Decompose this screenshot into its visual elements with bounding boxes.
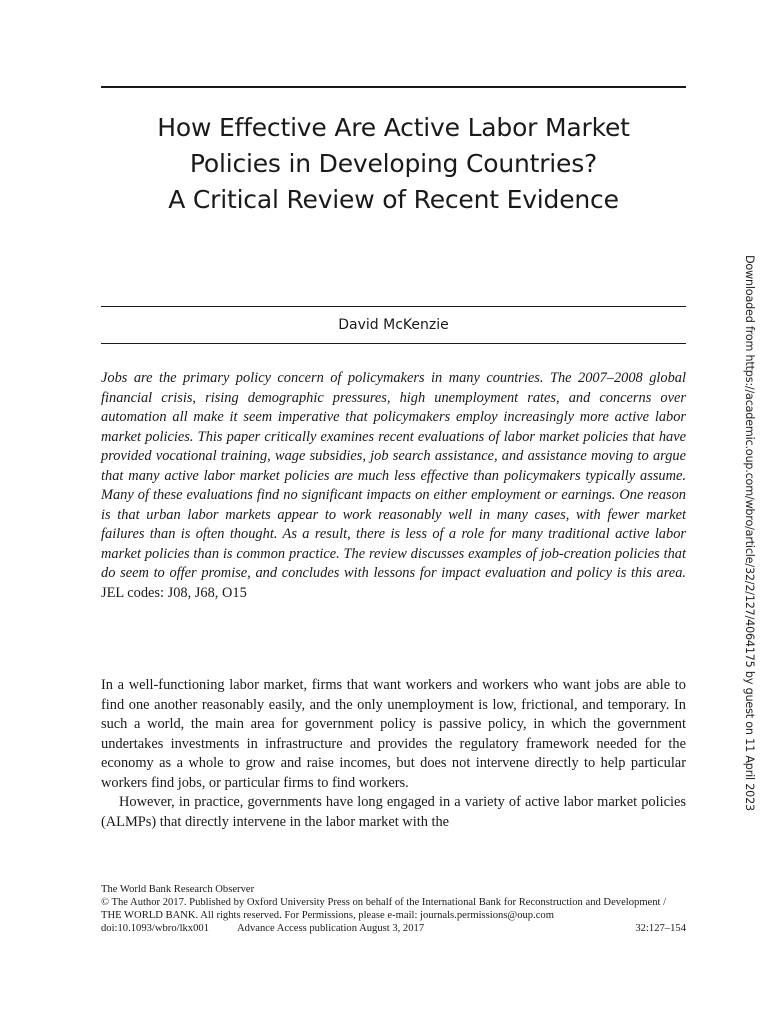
page-range: 32:127–154	[635, 923, 686, 934]
author-rule	[101, 343, 686, 344]
abstract-text: Jobs are the primary policy concern of policymakers in many countries. The 2007–2008 global financial crisis, rising demographic pressures, high unemployment rates, and concerns over automation all make it seem imperative that policymakers employ increasingly more active labor market policies. This paper critically examines recent evaluations of labor market policies that have provided vocational training, wage subsidies, job search assistance, and assistance moving to argue that many active labor market policies are much less effective than policymakers typically assume. Many of these evaluations find no significant impacts on either employment or earnings. One reason is that urban labor markets appear to work reasonably well in many cases, with fewer market failures than is often thought. As a result, there is less of a role for many traditional active labor market policies than is common practice. The review discusses examples of job-creation policies that do seem to offer promise, and concludes with lessons for impact evaluation and policy is this area.	[101, 370, 686, 581]
page-footer	[101, 883, 686, 935]
title-line: How Effective Are Active Labor Market	[157, 113, 630, 142]
top-rule	[101, 86, 686, 88]
body-text	[101, 676, 686, 832]
publication-info	[101, 922, 686, 935]
title-line: Policies in Developing Countries?	[189, 149, 598, 178]
jel-codes: JEL codes: J08, J68, O15	[101, 584, 247, 601]
copyright-notice: © The Author 2017. Published by Oxford University Press on behalf of the International Bank for Reconstruction and Development / THE WORLD BANK. All rights reserved. For Permissions, please e-mail: journals.permissions@oup.com	[101, 897, 667, 921]
article-title	[101, 110, 686, 218]
title-rule	[101, 306, 686, 307]
author-name: David McKenzie	[338, 317, 449, 333]
title-line: A Critical Review of Recent Evidence	[168, 185, 619, 214]
doi: doi:10.1093/wbro/lkx001	[101, 923, 209, 934]
download-sidebar	[743, 255, 759, 811]
download-note: Downloaded from https://academic.oup.com/wbro/article/32/2/127/4064175 by guest on 11 April 2023	[743, 255, 756, 811]
advance-access: Advance Access publication August 3, 2017	[237, 923, 425, 934]
journal-name: The World Bank Research Observer	[101, 884, 255, 895]
abstract	[101, 369, 686, 603]
body-paragraph: However, in practice, governments have long engaged in a variety of active labor market policies (ALMPs) that directly intervene in the labor market with the	[101, 794, 686, 830]
body-paragraph: In a well-functioning labor market, firms that want workers and workers who want jobs are able to find one another reasonably easily, and the only unemployment is low, frictional, and temporary. In such a world, the main area for government policy is passive policy, in which the government undertakes investments in infrastructure and provides the regulatory framework needed for the economy as a whole to grow and raise incomes, but does not intervene directly to help particular workers find jobs, or particular firms to find workers.	[101, 677, 686, 791]
